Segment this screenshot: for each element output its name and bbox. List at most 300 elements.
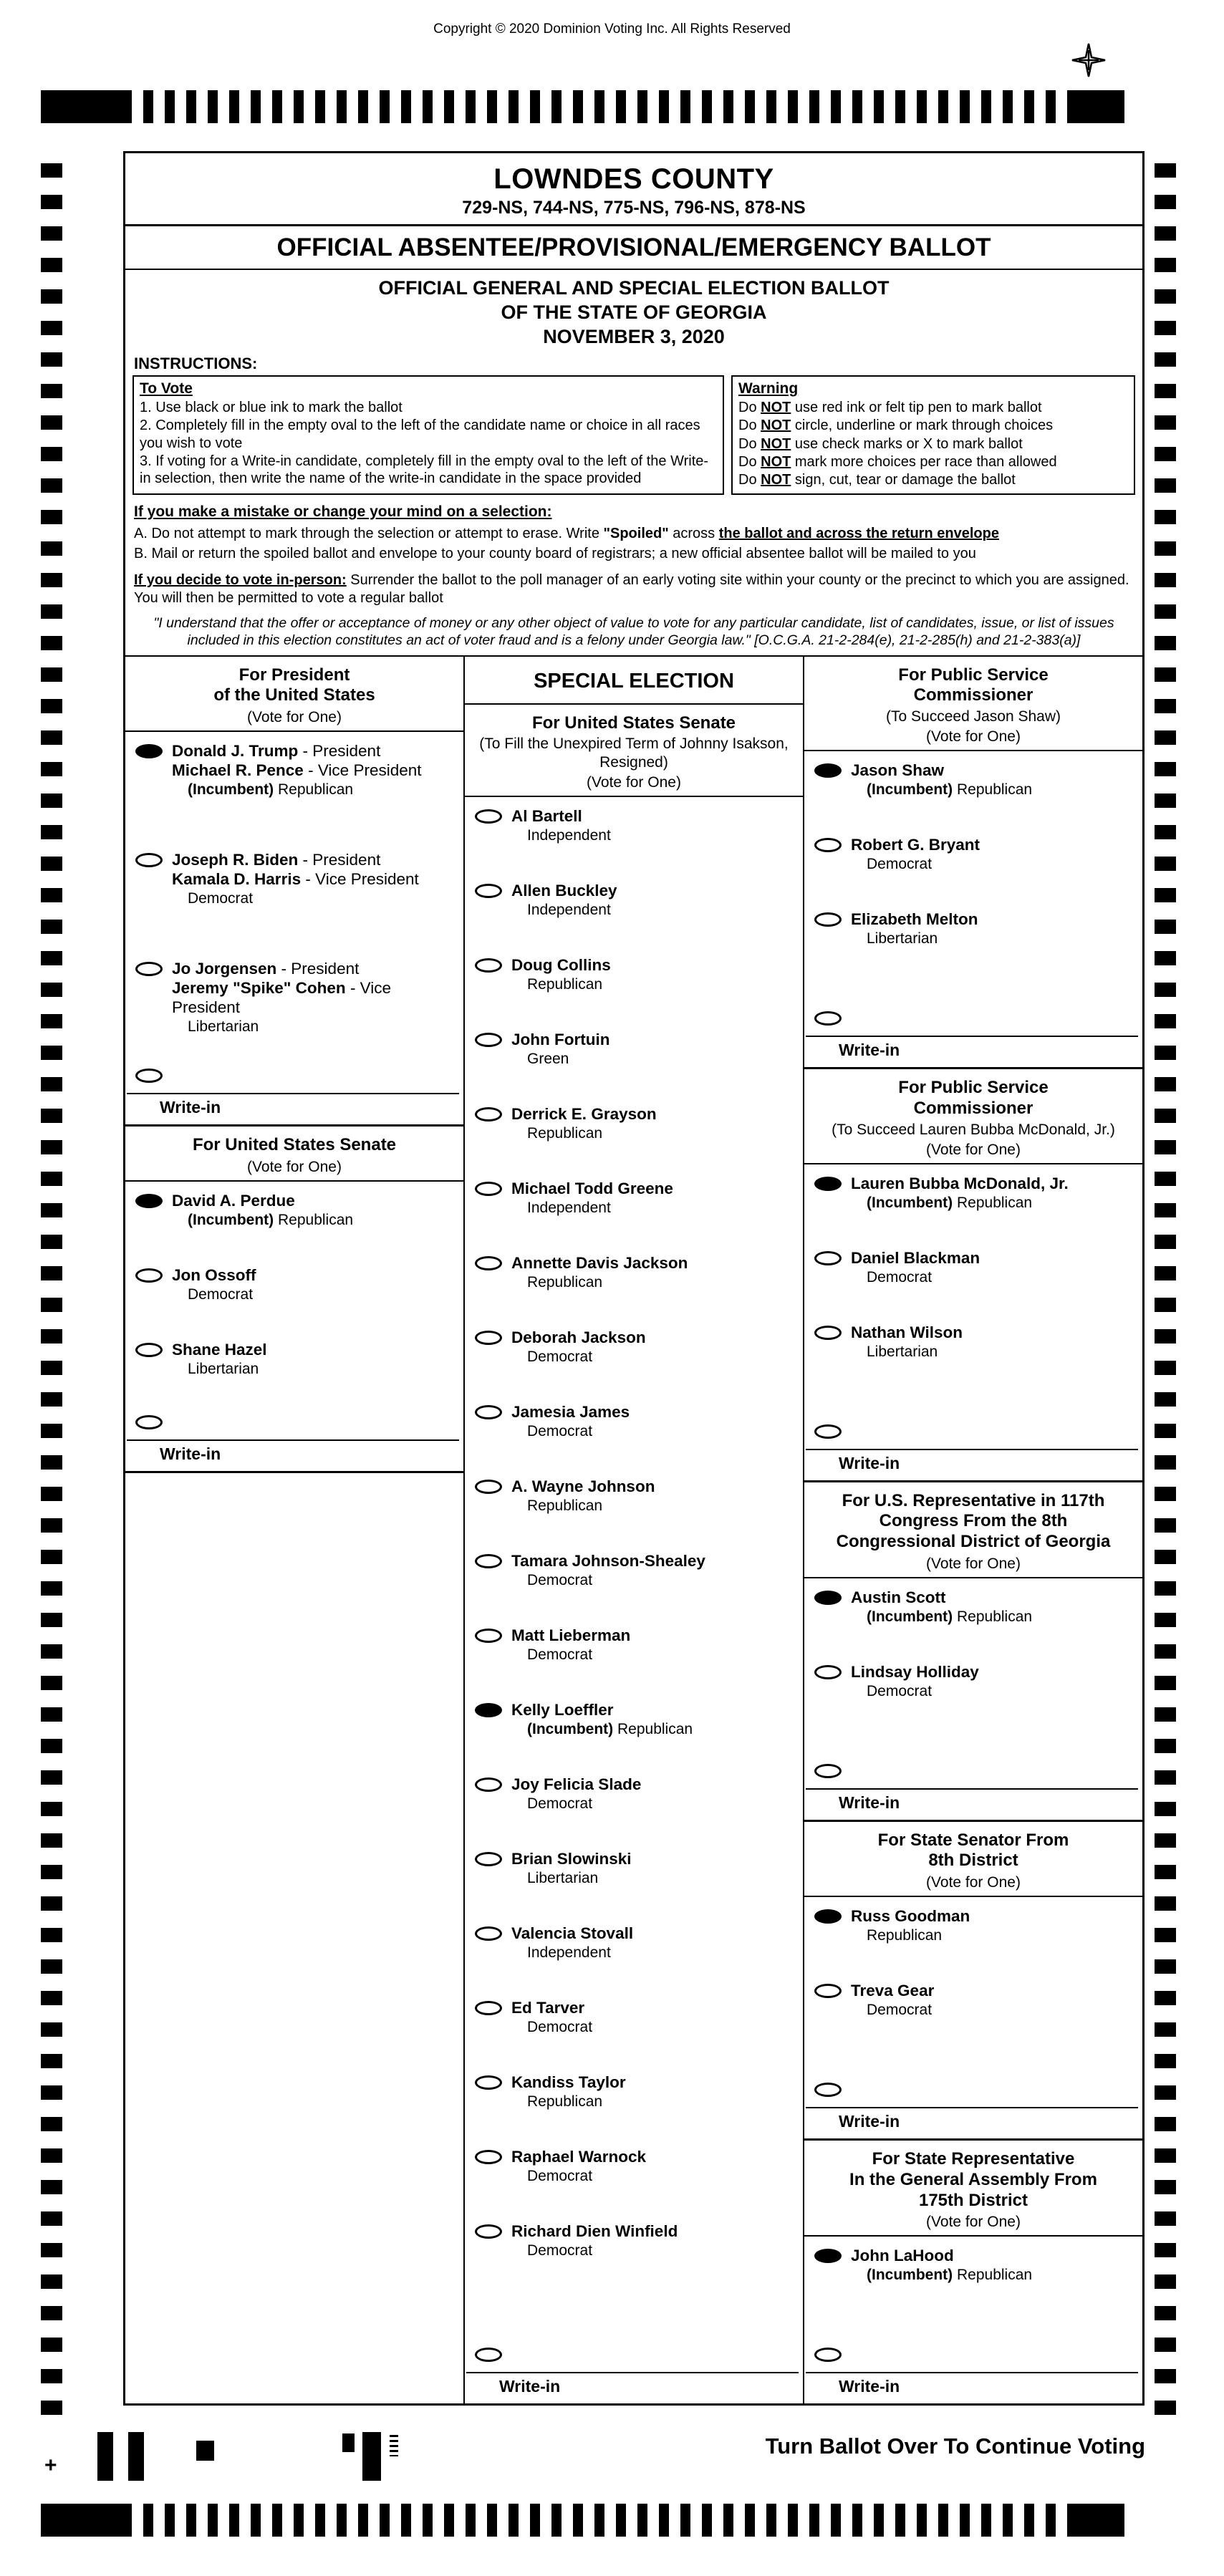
candidate-party: Libertarian	[867, 1343, 938, 1360]
timing-mark	[917, 90, 927, 123]
candidate-row	[125, 1182, 463, 1256]
candidate-row	[465, 1393, 803, 1467]
selection-oval-filled[interactable]	[475, 1703, 502, 1717]
timing-mark	[745, 90, 755, 123]
candidate-name: Derrick E. Grayson	[511, 1104, 657, 1123]
timing-mark	[1155, 1203, 1176, 1217]
timing-mark	[723, 90, 733, 123]
timing-mark	[380, 90, 390, 123]
timing-mark	[1155, 1739, 1176, 1753]
ballot-body	[123, 151, 1145, 2406]
race-title-line: 8th District	[928, 1851, 1018, 1871]
candidate-row	[465, 2138, 803, 2212]
selection-oval[interactable]	[814, 1251, 842, 1265]
timing-mark	[1155, 2022, 1176, 2037]
timing-mark	[809, 2504, 819, 2537]
in-person-note: If you decide to vote in-person: Surrender the ballot to the poll manager of an early voting site within your county or the precinct to which you are assigned. You will then be permitted to vote a regular ballot	[134, 571, 1129, 606]
race-section	[804, 1822, 1142, 2141]
timing-mark	[1155, 1046, 1176, 1060]
candidate-row	[465, 1467, 803, 1542]
race-title-line: For U.S. Representative in 117th	[842, 1490, 1105, 1510]
candidate-row	[465, 1691, 803, 1765]
timing-mark	[874, 90, 884, 123]
timing-mark	[186, 90, 196, 123]
timing-marks-left	[41, 163, 62, 2415]
timing-mark	[1155, 258, 1176, 272]
timing-mark	[1155, 573, 1176, 587]
index-mark	[362, 2432, 381, 2481]
selection-oval-filled[interactable]	[135, 1194, 163, 1208]
candidate-name: Jon Ossoff	[172, 1265, 256, 1284]
timing-mark	[1155, 857, 1176, 871]
race-title-line: 175th District	[918, 2190, 1028, 2210]
write-in-oval-row	[804, 1001, 1142, 1036]
candidate-party: Democrat	[527, 2018, 593, 2035]
write-in-label: Write-in	[499, 2377, 561, 2396]
timing-mark	[1155, 1424, 1176, 1438]
timing-mark	[1155, 415, 1176, 430]
instructions-label: INSTRUCTIONS:	[134, 354, 258, 373]
timing-mark	[831, 90, 841, 123]
selection-oval[interactable]	[814, 1326, 842, 1340]
timing-mark	[380, 2504, 390, 2537]
candidate-name: Lauren Bubba McDonald, Jr.	[851, 1174, 1069, 1192]
index-mark	[342, 2433, 355, 2452]
timing-mark	[1155, 1298, 1176, 1312]
timing-mark	[41, 699, 62, 713]
timing-marks-bottom	[41, 2504, 1137, 2537]
timing-mark	[41, 1581, 62, 1596]
race-section	[804, 1482, 1142, 1822]
candidate-text	[511, 806, 611, 844]
timing-mark	[1155, 1896, 1176, 1911]
timing-mark	[41, 2117, 62, 2131]
selection-oval-filled[interactable]	[814, 1177, 842, 1191]
write-in-oval[interactable]	[814, 1011, 842, 1026]
candidate-text	[511, 881, 617, 919]
timing-mark	[487, 90, 497, 123]
timing-mark	[41, 2022, 62, 2037]
timing-mark	[41, 384, 62, 398]
timing-mark	[41, 1203, 62, 1217]
timing-mark	[1155, 2085, 1176, 2100]
ballot-column-2	[463, 657, 803, 2403]
vote-for-instruction: (Vote for One)	[926, 1874, 1021, 1891]
ballot-column-3	[803, 657, 1142, 2403]
candidate-text	[172, 850, 419, 907]
timing-mark	[1155, 1928, 1176, 1942]
timing-mark	[41, 2180, 62, 2194]
selection-oval[interactable]	[475, 958, 502, 973]
candidate-party: Independent	[527, 901, 611, 918]
selection-oval[interactable]	[475, 2150, 502, 2164]
timing-mark	[1024, 2504, 1034, 2537]
selection-oval[interactable]	[814, 1984, 842, 1998]
write-in-area	[465, 2338, 803, 2403]
selection-oval[interactable]	[475, 1926, 502, 1941]
write-in-oval[interactable]	[814, 1764, 842, 1778]
candidate-party: Democrat	[527, 1795, 593, 1812]
candidate-name: David A. Perdue	[172, 1191, 295, 1210]
candidate-row	[804, 2237, 1142, 2311]
to-vote-item: 1. Use black or blue ink to mark the ballot	[140, 399, 403, 415]
timing-mark	[41, 2369, 62, 2383]
candidate-text	[172, 1191, 353, 1229]
timing-mark	[41, 1865, 62, 1879]
candidate-row	[465, 1616, 803, 1691]
selection-oval[interactable]	[135, 853, 163, 867]
ballot-type-title: OFFICIAL ABSENTEE/PROVISIONAL/EMERGENCY BALLOT	[125, 226, 1142, 270]
copyright-line: Copyright © 2020 Dominion Voting Inc. All Rights Reserved	[433, 21, 791, 37]
write-in-oval-row	[804, 1754, 1142, 1788]
timing-mark	[938, 90, 948, 123]
selection-oval-filled[interactable]	[814, 2249, 842, 2263]
write-in-oval[interactable]	[135, 1068, 163, 1083]
candidate-name: Deborah Jackson	[511, 1328, 646, 1346]
selection-oval[interactable]	[814, 912, 842, 927]
timing-mark	[831, 2504, 841, 2537]
timing-mark	[41, 1644, 62, 1659]
timing-mark	[251, 2504, 261, 2537]
timing-mark	[41, 2148, 62, 2163]
timing-mark	[680, 2504, 690, 2537]
candidate-text	[511, 1998, 592, 2036]
selection-oval[interactable]	[475, 809, 502, 824]
selection-oval-filled[interactable]	[814, 763, 842, 778]
selection-oval[interactable]	[135, 1343, 163, 1357]
candidate-name: Jo Jorgensen - President	[172, 960, 360, 978]
selection-oval[interactable]	[135, 1268, 163, 1283]
selection-oval[interactable]	[475, 1182, 502, 1196]
race-section	[125, 657, 463, 1127]
timing-mark	[1155, 1959, 1176, 1974]
timing-mark	[143, 2504, 153, 2537]
timing-mark	[960, 2504, 970, 2537]
timing-mark	[852, 2504, 862, 2537]
timing-mark	[509, 2504, 519, 2537]
write-in-label: Write-in	[160, 1444, 221, 1463]
race-title-line: For United States Senate	[531, 713, 736, 733]
timing-mark	[41, 1424, 62, 1438]
timing-mark	[788, 90, 798, 123]
write-in-oval-row	[125, 1058, 463, 1093]
write-in-oval-row	[125, 1405, 463, 1439]
candidate-row	[804, 1313, 1142, 1388]
timing-mark	[1155, 1770, 1176, 1785]
candidate-row	[465, 1021, 803, 1095]
timing-block	[41, 90, 132, 123]
timing-block	[41, 2504, 132, 2537]
candidate-row	[125, 950, 463, 1058]
timing-mark	[938, 2504, 948, 2537]
race-title-line: For State Representative	[872, 2148, 1075, 2169]
timing-mark	[1155, 226, 1176, 241]
selection-oval[interactable]	[475, 2075, 502, 2090]
timing-mark	[1155, 1235, 1176, 1249]
timing-mark	[616, 2504, 626, 2537]
write-in-oval[interactable]	[475, 2348, 502, 2362]
timing-mark	[41, 1455, 62, 1470]
warning-title: Warning	[738, 380, 799, 397]
timing-mark	[1155, 762, 1176, 776]
timing-mark	[1155, 321, 1176, 335]
timing-mark	[41, 1959, 62, 1974]
timing-mark	[41, 1896, 62, 1911]
race-subtitle: (To Succeed Lauren Bubba McDonald, Jr.)	[832, 1121, 1115, 1138]
candidate-text	[851, 910, 978, 947]
candidate-row	[465, 2212, 803, 2287]
vote-for-instruction: (Vote for One)	[926, 2214, 1021, 2231]
race-subtitle: (To Succeed Jason Shaw)	[886, 708, 1061, 725]
write-in-label: Write-in	[839, 1453, 900, 1472]
candidate-name: Nathan Wilson	[851, 1323, 963, 1341]
candidate-name: Kamala D. Harris - Vice President	[172, 870, 419, 889]
selection-oval[interactable]	[475, 1107, 502, 1121]
timing-mark	[41, 730, 62, 745]
timing-marks-right	[1155, 163, 1176, 2415]
candidate-name: Lindsay Holliday	[851, 1662, 979, 1681]
candidate-party: Democrat	[527, 1422, 593, 1439]
timing-mark	[1155, 730, 1176, 745]
race-section	[125, 1127, 463, 1473]
candidate-row	[465, 1169, 803, 1244]
timing-mark	[41, 1487, 62, 1501]
warning-item: Do NOT mark more choices per race than allowed	[738, 454, 1057, 471]
candidate-row	[465, 797, 803, 872]
candidate-text	[511, 1775, 641, 1813]
timing-mark	[1155, 2306, 1176, 2320]
selection-oval[interactable]	[475, 884, 502, 898]
timing-mark	[41, 258, 62, 272]
timing-mark	[1155, 384, 1176, 398]
write-in-oval[interactable]	[814, 2348, 842, 2362]
timing-mark	[1155, 2148, 1176, 2163]
selection-oval[interactable]	[475, 1256, 502, 1270]
timing-mark	[1155, 2369, 1176, 2383]
timing-mark	[852, 90, 862, 123]
timing-mark	[165, 2504, 175, 2537]
timing-mark	[41, 825, 62, 839]
candidate-row	[465, 1989, 803, 2063]
timing-mark	[766, 90, 776, 123]
timing-mark	[41, 195, 62, 209]
index-mark	[128, 2432, 144, 2481]
timing-mark	[1155, 1109, 1176, 1123]
candidate-party: (Incumbent) Republican	[527, 1720, 693, 1737]
timing-mark	[1155, 699, 1176, 713]
instructions-section	[125, 350, 1142, 655]
timing-mark	[659, 90, 669, 123]
candidate-party: Republican	[527, 1124, 603, 1142]
timing-mark	[41, 1266, 62, 1280]
timing-mark	[637, 90, 647, 123]
timing-mark	[165, 90, 175, 123]
candidate-name: Doug Collins	[511, 955, 611, 974]
timing-mark	[186, 2504, 196, 2537]
timing-mark	[41, 888, 62, 902]
timing-mark	[41, 447, 62, 461]
timing-mark	[1155, 667, 1176, 682]
candidate-text	[511, 1179, 673, 1217]
timing-mark	[41, 951, 62, 965]
timing-mark	[41, 1833, 62, 1848]
timing-mark	[41, 2401, 62, 2415]
timing-mark	[41, 1739, 62, 1753]
timing-mark	[208, 2504, 218, 2537]
timing-mark	[337, 90, 347, 123]
candidate-party: Democrat	[867, 1682, 933, 1699]
timing-mark	[1155, 1140, 1176, 1154]
write-in-oval[interactable]	[135, 1415, 163, 1429]
timing-mark	[1155, 2117, 1176, 2131]
candidate-name: Joseph R. Biden - President	[172, 851, 381, 869]
timing-mark	[41, 478, 62, 493]
timing-mark	[41, 289, 62, 304]
candidate-row	[804, 1972, 1142, 2046]
timing-mark	[1003, 90, 1013, 123]
candidate-party: Democrat	[527, 2242, 593, 2259]
candidate-row	[125, 841, 463, 950]
candidate-name: Jason Shaw	[851, 761, 945, 780]
timing-mark	[272, 90, 282, 123]
candidate-party: Green	[527, 1050, 569, 1067]
timing-mark	[401, 2504, 411, 2537]
candidate-text	[172, 1265, 256, 1303]
timing-mark	[1155, 1550, 1176, 1564]
timing-mark	[41, 1329, 62, 1344]
instruction-boxes	[132, 375, 1135, 495]
timing-mark	[1155, 1487, 1176, 1501]
selection-oval[interactable]	[814, 838, 842, 852]
timing-mark	[1155, 541, 1176, 556]
selection-oval[interactable]	[814, 1665, 842, 1679]
candidate-party: Democrat	[867, 2002, 933, 2019]
candidate-row	[804, 1164, 1142, 1239]
candidate-name: Kelly Loeffler	[511, 1700, 614, 1719]
candidate-text	[851, 2246, 1032, 2284]
timing-mark	[1155, 2243, 1176, 2257]
to-vote-item: 3. If voting for a Write-in candidate, completely fill in the empty oval to the left of the Write-in selection, then write the name of the write-in candidate in the space provided	[140, 453, 709, 487]
timing-mark	[41, 1014, 62, 1028]
selection-oval-filled[interactable]	[135, 744, 163, 758]
timing-mark	[1155, 352, 1176, 367]
candidate-text	[851, 1323, 963, 1361]
timing-mark	[594, 2504, 604, 2537]
candidate-text	[172, 959, 459, 1036]
timing-mark	[809, 90, 819, 123]
candidate-row	[125, 732, 463, 841]
timing-mark	[1155, 1518, 1176, 1533]
selection-oval[interactable]	[475, 2001, 502, 2015]
timing-mark	[1155, 1455, 1176, 1470]
selection-oval[interactable]	[475, 1777, 502, 1792]
timing-mark	[41, 2054, 62, 2068]
selection-oval-filled[interactable]	[814, 1909, 842, 1924]
race-title	[804, 1069, 1142, 1164]
timing-mark	[1155, 1581, 1176, 1596]
timing-mark	[1155, 2054, 1176, 2068]
timing-mark	[294, 2504, 304, 2537]
to-vote-item: 2. Completely fill in the empty oval to the left of the candidate name or choice in all races you wish to vote	[140, 418, 700, 451]
candidate-text	[511, 1104, 657, 1142]
selection-oval[interactable]	[475, 2224, 502, 2239]
timing-mark	[1155, 2338, 1176, 2352]
warning-item: Do NOT use check marks or X to mark ballot	[738, 435, 1023, 452]
timing-mark	[41, 1802, 62, 1816]
selection-oval[interactable]	[475, 1554, 502, 1568]
candidate-party: Independent	[527, 826, 611, 844]
timing-mark	[530, 90, 540, 123]
candidate-row	[465, 1318, 803, 1393]
timing-mark	[1155, 636, 1176, 650]
candidate-name: A. Wayne Johnson	[511, 1477, 655, 1495]
timing-mark	[41, 2243, 62, 2257]
selection-oval[interactable]	[475, 1629, 502, 1643]
timing-mark	[41, 1298, 62, 1312]
candidate-text	[511, 1253, 688, 1291]
timing-mark	[41, 1392, 62, 1407]
race-section	[804, 657, 1142, 1069]
timing-mark	[466, 90, 476, 123]
race-section	[465, 705, 803, 2403]
candidate-name: Michael R. Pence - Vice President	[172, 761, 422, 780]
candidate-name: Treva Gear	[851, 1982, 935, 2000]
vote-for-instruction: (Vote for One)	[587, 773, 681, 791]
write-in-oval[interactable]	[814, 1424, 842, 1439]
candidate-row	[465, 872, 803, 946]
timing-mark	[1155, 478, 1176, 493]
race-title-line: of the United States	[213, 685, 375, 705]
timing-mark	[981, 2504, 991, 2537]
candidate-party: Democrat	[527, 1646, 593, 1663]
race-title	[465, 705, 803, 797]
timing-mark	[466, 2504, 476, 2537]
timing-mark	[1155, 2401, 1176, 2415]
selection-oval[interactable]	[135, 962, 163, 976]
timing-mark	[1155, 1266, 1176, 1280]
race-title	[804, 2141, 1142, 2237]
candidate-name: Michael Todd Greene	[511, 1179, 673, 1197]
felony-statement: "I understand that the offer or acceptance of money or any other object of value to vote for any particular candidate, list of candidates, issue, or list of issues included in this election constitutes an act of voter fraud and is a felony under Georgia law." [O.C.G.A. 21-2-284(e), 21-2-285(h) and 21-2-383(a)]	[153, 614, 1114, 649]
selection-oval-filled[interactable]	[814, 1591, 842, 1605]
warning-item: Do NOT use red ink or felt tip pen to mark ballot	[738, 399, 1042, 415]
timing-mark	[41, 1109, 62, 1123]
timing-mark	[1155, 1613, 1176, 1627]
selection-oval[interactable]	[475, 1852, 502, 1866]
timing-mark	[423, 2504, 433, 2537]
index-mark-lines	[390, 2435, 398, 2456]
warning-items	[738, 399, 1128, 489]
candidate-name: John LaHood	[851, 2247, 954, 2265]
selection-oval[interactable]	[475, 1480, 502, 1494]
candidate-party: Republican	[527, 1273, 603, 1291]
timing-mark	[1155, 1707, 1176, 1722]
vote-for-instruction: (Vote for One)	[247, 709, 342, 726]
write-in-area	[125, 1405, 463, 1471]
selection-oval[interactable]	[475, 1405, 502, 1419]
write-in-oval[interactable]	[814, 2083, 842, 2097]
timing-mark	[444, 90, 454, 123]
timing-mark	[1155, 1802, 1176, 1816]
selection-oval[interactable]	[475, 1033, 502, 1047]
ballot-header	[125, 153, 1142, 226]
timing-mark	[1155, 793, 1176, 808]
timing-mark	[229, 90, 239, 123]
timing-mark	[41, 2211, 62, 2226]
selection-oval[interactable]	[475, 1331, 502, 1345]
candidate-name: Richard Dien Winfield	[511, 2222, 678, 2240]
candidate-name: Ed Tarver	[511, 1998, 585, 2017]
